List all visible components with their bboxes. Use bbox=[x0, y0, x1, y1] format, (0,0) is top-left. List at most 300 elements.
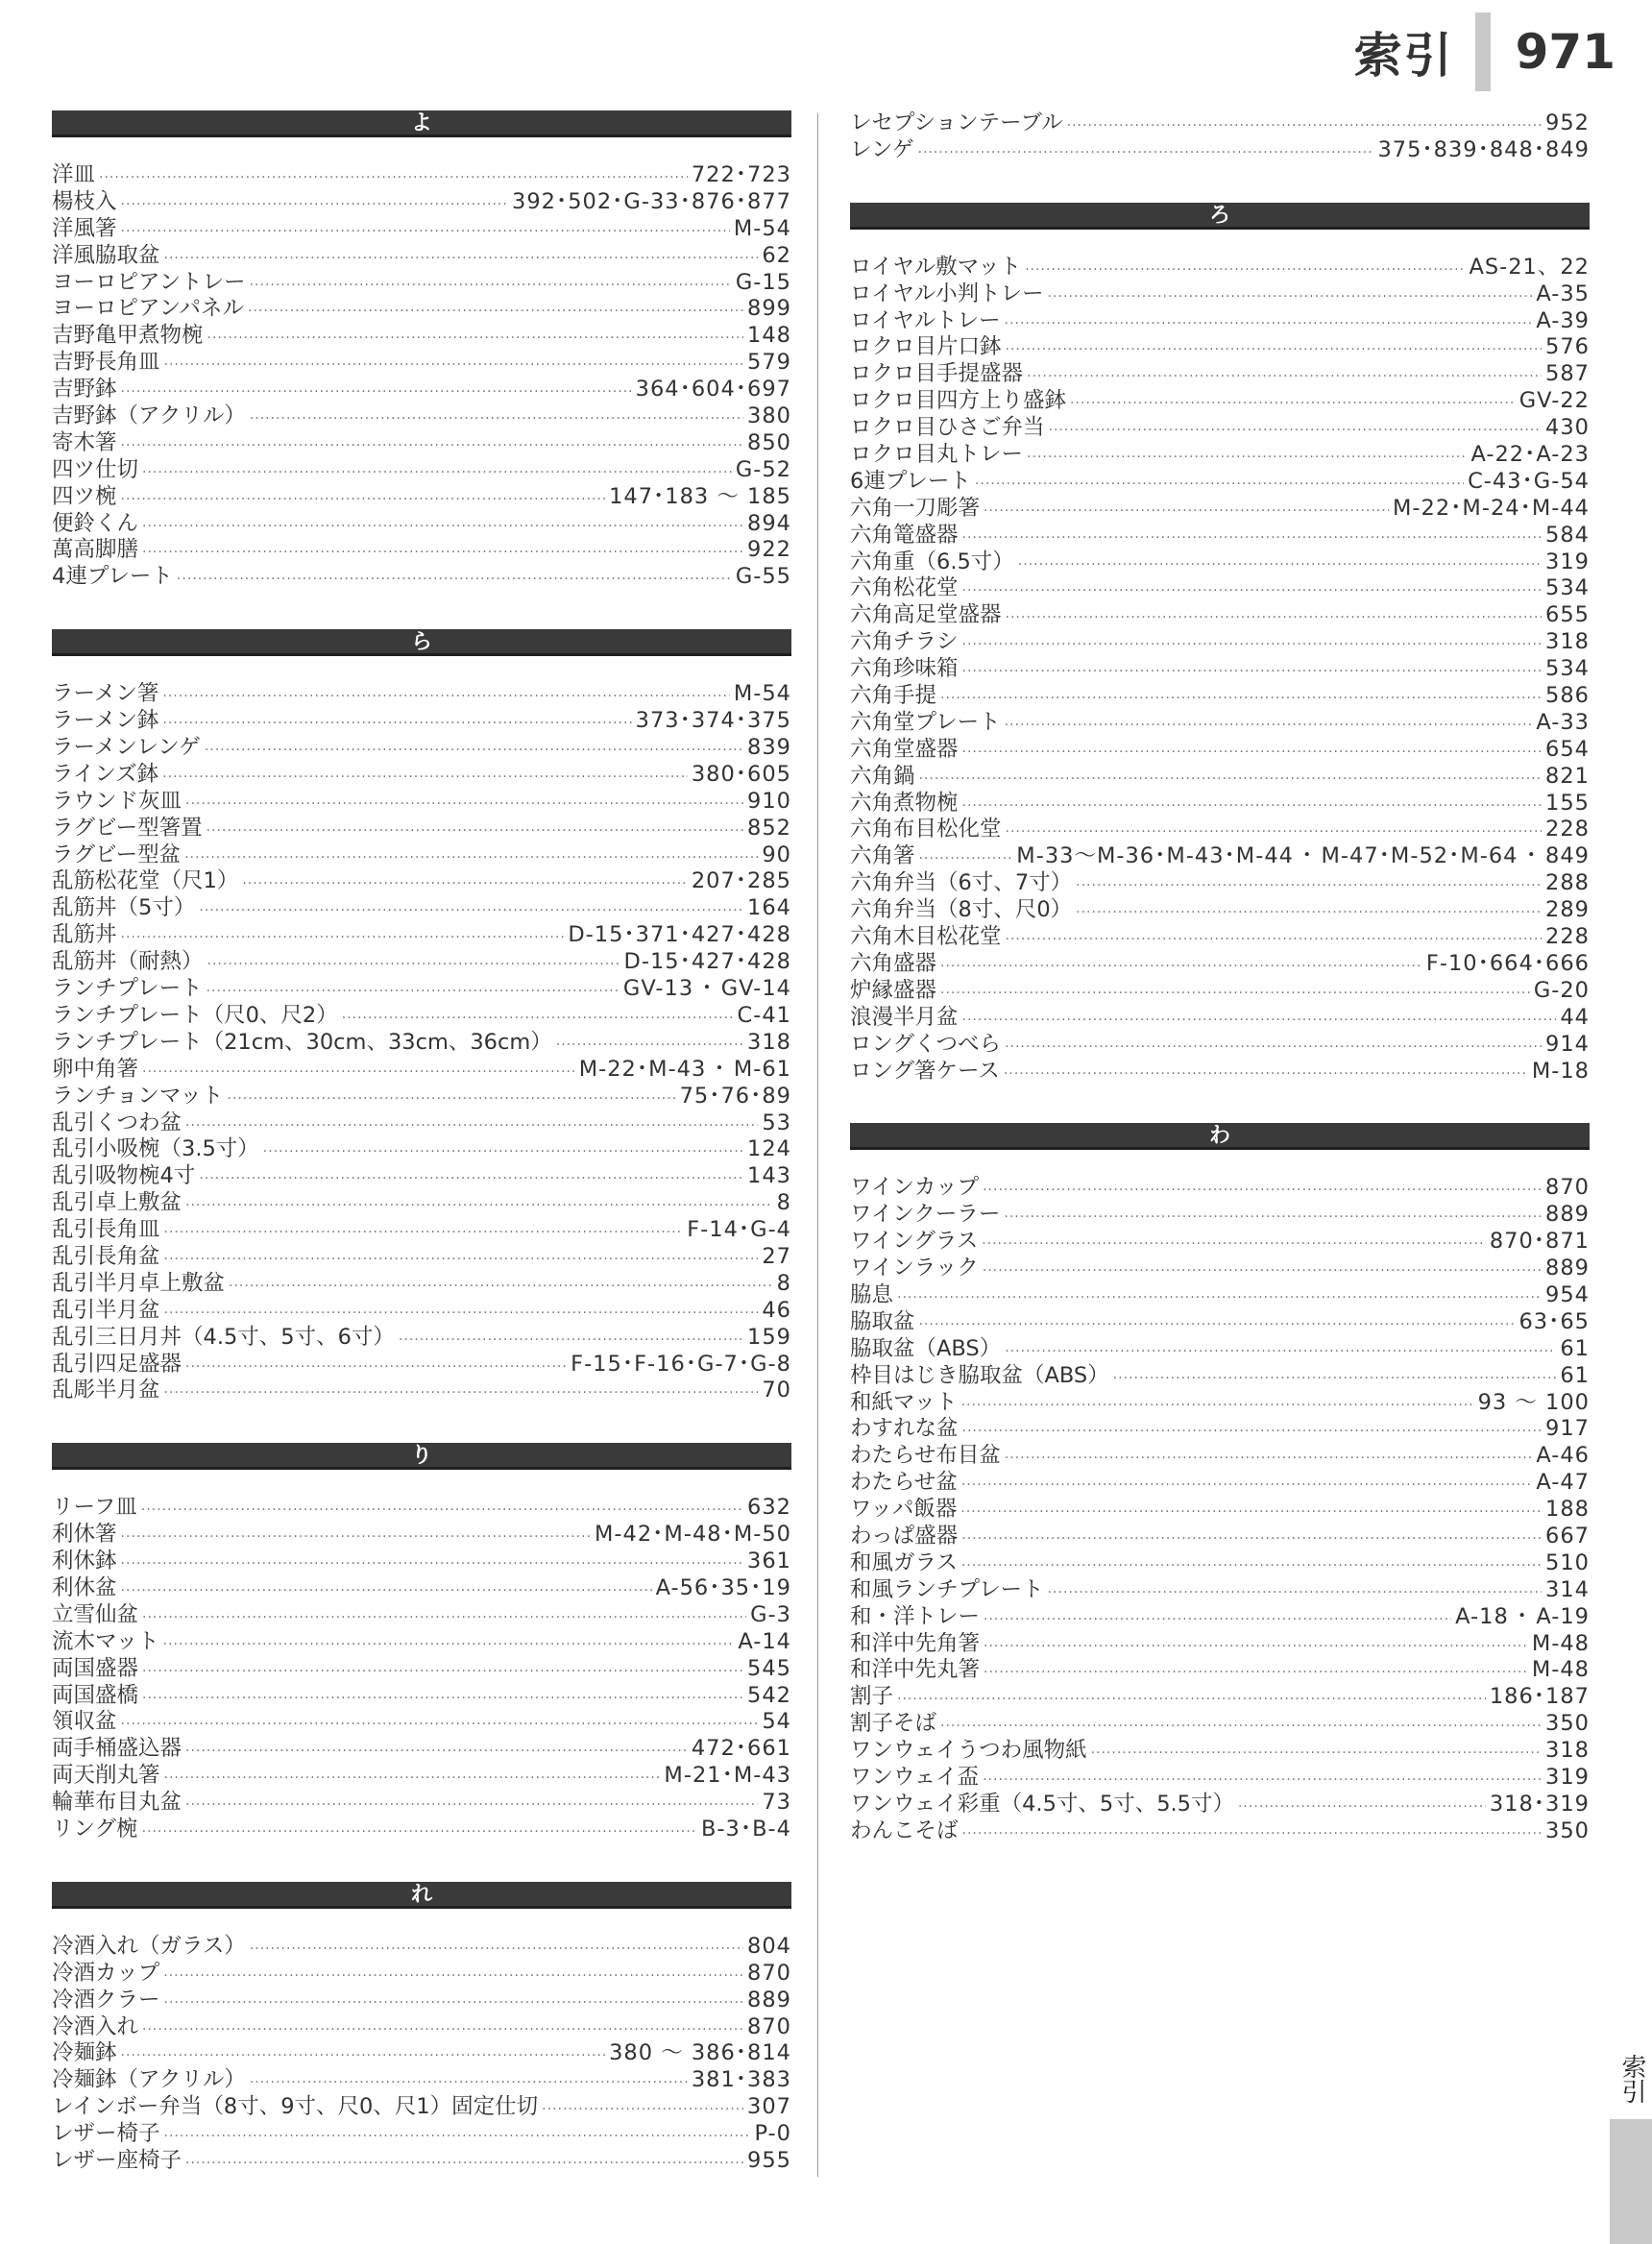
entry-pages: 899 bbox=[747, 296, 791, 322]
entry-pages: 8 bbox=[776, 1190, 791, 1216]
entry-name: 乱引半月卓上敷盆 bbox=[52, 1270, 226, 1296]
entry-name: ロング箸ケース bbox=[850, 1058, 1000, 1084]
entry-name: 四ツ椀 bbox=[52, 483, 117, 509]
index-entry bbox=[850, 1497, 1590, 1524]
dot-leader bbox=[185, 1793, 758, 1819]
index-entry bbox=[52, 681, 791, 708]
entry-pages: 307 bbox=[747, 2094, 791, 2120]
dot-leader bbox=[142, 2017, 743, 2044]
entry-pages: 870･871 bbox=[1489, 1229, 1590, 1255]
entry-pages: 914 bbox=[1545, 1031, 1590, 1057]
entry-name: 冷酒入れ（ガラス） bbox=[52, 1933, 246, 1959]
dot-leader bbox=[141, 1498, 743, 1524]
index-section bbox=[850, 1123, 1590, 1844]
entry-name: レザー椅子 bbox=[52, 2121, 160, 2147]
index-section bbox=[850, 203, 1590, 1085]
dot-leader bbox=[1027, 364, 1542, 391]
dot-leader bbox=[121, 379, 632, 406]
index-entry bbox=[850, 1711, 1590, 1738]
entry-pages: 380 ～ 386･814 bbox=[609, 2040, 791, 2066]
dot-leader bbox=[542, 2097, 743, 2124]
entry-pages: 159 bbox=[747, 1324, 791, 1350]
index-entry bbox=[52, 895, 791, 922]
entry-name: 六角高足堂盛器 bbox=[850, 602, 1002, 628]
index-entry bbox=[850, 1684, 1590, 1711]
dot-leader bbox=[121, 219, 730, 246]
entry-pages: G-15 bbox=[735, 269, 791, 295]
index-entry bbox=[52, 1298, 791, 1325]
entry-name: 脇取盆 bbox=[850, 1308, 915, 1334]
entry-name: 乱引半月盆 bbox=[52, 1297, 160, 1323]
entry-name: ワインラック bbox=[850, 1256, 979, 1281]
dot-leader bbox=[1091, 1741, 1542, 1768]
entry-pages: 288 bbox=[1545, 870, 1590, 896]
index-entry bbox=[52, 484, 791, 511]
entry-pages: 148 bbox=[747, 323, 791, 349]
dot-leader bbox=[1006, 927, 1543, 954]
index-entry bbox=[850, 1363, 1590, 1390]
entry-pages: 53 bbox=[762, 1110, 791, 1135]
entry-name: 乱引くつわ盆 bbox=[52, 1110, 182, 1135]
dot-leader bbox=[185, 792, 743, 818]
dot-leader bbox=[1005, 311, 1533, 338]
entry-name: ランチプレート（尺0、尺2） bbox=[52, 1002, 338, 1028]
entry-pages: GV-22 bbox=[1518, 388, 1590, 414]
dot-leader bbox=[1238, 1794, 1486, 1821]
index-section bbox=[52, 110, 791, 591]
dot-leader bbox=[164, 1301, 759, 1328]
dot-leader bbox=[984, 1607, 1451, 1634]
dot-leader bbox=[940, 981, 1530, 1008]
entry-name: 洋風箸 bbox=[52, 215, 117, 241]
index-entry bbox=[52, 1084, 791, 1110]
dot-leader bbox=[229, 1274, 773, 1301]
index-entry bbox=[52, 2121, 791, 2148]
entry-pages: 44 bbox=[1560, 1004, 1590, 1030]
index-entry bbox=[52, 1110, 791, 1137]
entry-pages: 90 bbox=[762, 842, 791, 867]
entry-pages: 804 bbox=[747, 1933, 791, 1959]
index-entry bbox=[52, 189, 791, 216]
index-entry bbox=[850, 1550, 1590, 1577]
entry-pages: 350 bbox=[1545, 1711, 1590, 1737]
entry-pages: 430 bbox=[1545, 415, 1590, 441]
index-entry bbox=[850, 1309, 1590, 1336]
dot-leader bbox=[99, 165, 688, 192]
entry-name: わすれな盆 bbox=[850, 1416, 959, 1442]
index-entry bbox=[52, 511, 791, 538]
entry-name: レザー座椅子 bbox=[52, 2148, 182, 2173]
entry-name: ランチプレート（21cm、30cm、33cm、36cm） bbox=[52, 1029, 552, 1055]
entry-pages: 632 bbox=[747, 1495, 791, 1521]
dot-leader bbox=[185, 1113, 758, 1140]
index-entry bbox=[52, 1244, 791, 1271]
index-entry bbox=[850, 951, 1590, 978]
index-entry bbox=[52, 1495, 791, 1522]
page-number: 971 bbox=[1515, 24, 1616, 80]
dot-leader bbox=[940, 954, 1422, 981]
entry-name: 利休鉢 bbox=[52, 1549, 117, 1574]
entry-name: 萬高脚膳 bbox=[52, 537, 139, 563]
section-header: り bbox=[52, 1443, 791, 1470]
index-entry bbox=[850, 1256, 1590, 1282]
index-entry bbox=[850, 137, 1590, 164]
entry-pages: A-18 ･ A-19 bbox=[1455, 1603, 1590, 1629]
dot-leader bbox=[121, 1551, 744, 1578]
entry-pages: M-18 bbox=[1531, 1058, 1590, 1084]
entry-name: 脇息 bbox=[850, 1281, 894, 1307]
entry-pages: 870 bbox=[1545, 1175, 1590, 1201]
index-entry bbox=[52, 1057, 791, 1084]
entry-name: 乱筋松花堂（尺1） bbox=[52, 868, 239, 894]
entry-pages: A-47 bbox=[1536, 1470, 1590, 1496]
index-entry bbox=[52, 2094, 791, 2121]
index-entry bbox=[52, 1602, 791, 1629]
entry-name: 六角チラシ bbox=[850, 629, 959, 655]
entry-pages: 188 bbox=[1545, 1497, 1590, 1523]
entry-name: リング椀 bbox=[52, 1816, 138, 1842]
index-entry bbox=[52, 216, 791, 243]
dot-leader bbox=[207, 952, 620, 979]
entry-name: 六角弁当（6寸、7寸） bbox=[850, 870, 1073, 896]
entry-pages: 228 bbox=[1545, 817, 1590, 842]
entry-pages: 870 bbox=[747, 1960, 791, 1986]
dot-leader bbox=[1048, 284, 1533, 311]
index-entry bbox=[850, 549, 1590, 576]
dot-leader bbox=[556, 1033, 743, 1060]
dot-leader bbox=[121, 1712, 759, 1739]
index-entry bbox=[52, 922, 791, 949]
entry-name: 4連プレート bbox=[52, 564, 173, 590]
index-entry bbox=[52, 816, 791, 842]
index-entry bbox=[52, 564, 791, 591]
entry-name: 輪華布目丸盆 bbox=[52, 1790, 182, 1816]
index-entry bbox=[52, 377, 791, 403]
entry-name: 利休箸 bbox=[52, 1522, 117, 1548]
entry-name: ランチョンマット bbox=[52, 1083, 224, 1109]
entry-pages: M-22･M-43 ･ M-61 bbox=[578, 1056, 791, 1082]
dot-leader bbox=[962, 525, 1543, 552]
entry-pages: M-22･M-24･M-44 bbox=[1393, 495, 1590, 521]
dot-leader bbox=[984, 1634, 1528, 1661]
entry-name: 乱引長角盆 bbox=[52, 1243, 160, 1269]
entry-pages: 472･661 bbox=[691, 1736, 791, 1762]
dot-leader bbox=[940, 1714, 1542, 1741]
dot-leader bbox=[121, 192, 509, 219]
side-index-tab[interactable] bbox=[1610, 2046, 1652, 2244]
dot-leader bbox=[142, 540, 743, 567]
index-entry bbox=[850, 1229, 1590, 1256]
dot-leader bbox=[164, 1247, 759, 1274]
entry-name: 六角箸 bbox=[850, 843, 915, 869]
entry-name: 六角珍味箱 bbox=[850, 656, 959, 682]
index-entry bbox=[52, 270, 791, 297]
index-entry bbox=[52, 2067, 791, 2094]
index-entry bbox=[52, 1271, 791, 1298]
index-section bbox=[52, 1882, 791, 2175]
header-divider bbox=[1475, 12, 1491, 91]
entry-name: ラグビー型盆 bbox=[52, 842, 182, 867]
index-entry bbox=[52, 1003, 791, 1030]
dot-leader bbox=[121, 1578, 652, 1605]
dot-leader bbox=[982, 1232, 1486, 1258]
entry-pages: 910 bbox=[747, 788, 791, 814]
entry-pages: 545 bbox=[747, 1655, 791, 1681]
entry-pages: 27 bbox=[762, 1243, 791, 1269]
index-entry bbox=[850, 843, 1590, 870]
dot-leader bbox=[399, 1328, 743, 1354]
dot-leader bbox=[962, 1419, 1543, 1446]
index-entry bbox=[850, 1604, 1590, 1631]
entry-name: 楊枝入 bbox=[52, 188, 117, 214]
entry-name: 六角弁当（8寸、尺0） bbox=[850, 897, 1073, 923]
entry-name: 六角木目松花堂 bbox=[850, 924, 1002, 950]
entry-name: 六角鍋 bbox=[850, 763, 915, 789]
dot-leader bbox=[961, 1473, 1533, 1500]
entry-name: 乱引四足盛器 bbox=[52, 1351, 182, 1377]
dot-leader bbox=[164, 246, 759, 273]
entry-name: 6連プレート bbox=[850, 468, 971, 494]
entry-name: ラーメンレンゲ bbox=[52, 735, 201, 761]
dot-leader bbox=[163, 1632, 735, 1659]
entry-name: ヨーロピアンパネル bbox=[52, 296, 245, 322]
dot-leader bbox=[199, 898, 743, 925]
entry-name: わたらせ盆 bbox=[850, 1470, 958, 1496]
side-tab-label: 索引 bbox=[1617, 2054, 1646, 2104]
entry-pages: 75･76･89 bbox=[679, 1083, 791, 1109]
entry-name: 両国盛橋 bbox=[52, 1682, 139, 1708]
dot-leader bbox=[206, 818, 743, 845]
entry-name: 六角煮物椀 bbox=[850, 790, 959, 816]
entry-name: 吉野鉢 bbox=[52, 377, 117, 402]
index-entry bbox=[850, 656, 1590, 683]
index-entry bbox=[52, 1325, 791, 1352]
entry-name: 吉野鉢（アクリル） bbox=[52, 403, 246, 429]
index-entry bbox=[52, 1136, 791, 1163]
dot-leader bbox=[162, 711, 631, 738]
dot-leader bbox=[207, 326, 744, 353]
entry-name: 乱彫半月盆 bbox=[52, 1378, 160, 1403]
index-column-left bbox=[52, 110, 791, 2213]
entry-pages: 361 bbox=[747, 1549, 791, 1574]
entry-name: 吉野長角皿 bbox=[52, 350, 160, 376]
dot-leader bbox=[121, 433, 744, 460]
entry-pages: A-39 bbox=[1536, 307, 1590, 333]
index-entry bbox=[850, 1175, 1590, 1202]
entry-name: 両天削丸箸 bbox=[52, 1763, 160, 1789]
entry-pages: 655 bbox=[1545, 602, 1590, 628]
index-section bbox=[52, 629, 791, 1404]
dot-leader bbox=[205, 738, 743, 765]
entry-name: 枠目はじき脇取盆（ABS） bbox=[850, 1362, 1109, 1388]
entry-pages: 922 bbox=[747, 537, 791, 563]
index-entry bbox=[52, 537, 791, 564]
entry-name: わたらせ布目盆 bbox=[850, 1443, 1001, 1469]
index-entry bbox=[850, 308, 1590, 335]
dot-leader bbox=[1070, 391, 1516, 418]
entry-name: 乱引長角皿 bbox=[52, 1217, 160, 1243]
index-entry bbox=[850, 1390, 1590, 1417]
entry-pages: 54 bbox=[762, 1709, 791, 1735]
index-entry bbox=[52, 1934, 791, 1961]
entry-name: ロイヤル敷マット bbox=[850, 254, 1022, 280]
entry-name: レセプションテーブル bbox=[850, 110, 1063, 135]
index-section bbox=[52, 1443, 791, 1843]
dot-leader bbox=[164, 1220, 684, 1247]
dot-leader bbox=[1004, 1205, 1542, 1232]
index-column-right bbox=[850, 110, 1590, 1884]
entry-pages: 955 bbox=[747, 2148, 791, 2173]
entry-pages: 147･183 ～ 185 bbox=[609, 483, 791, 509]
dot-leader bbox=[185, 1354, 567, 1381]
entry-pages: B-3･B-4 bbox=[701, 1816, 791, 1842]
dot-leader bbox=[250, 406, 743, 433]
entry-pages: P-0 bbox=[754, 2121, 791, 2147]
index-entry bbox=[52, 2040, 791, 2067]
entry-name: 六角篭盛器 bbox=[850, 522, 959, 548]
entry-name: 寄木箸 bbox=[52, 429, 117, 455]
index-entry bbox=[850, 1443, 1590, 1470]
index-entry bbox=[850, 334, 1590, 361]
entry-name: ロクロ目手提盛器 bbox=[850, 361, 1024, 387]
dot-leader bbox=[185, 1193, 773, 1220]
index-entry bbox=[850, 1765, 1590, 1792]
entry-pages: 510 bbox=[1545, 1549, 1590, 1575]
dot-leader bbox=[984, 499, 1389, 525]
entry-name: レインボー弁当（8寸、9寸、尺0、尺1）固定仕切 bbox=[52, 2094, 539, 2120]
entry-pages: G-52 bbox=[735, 456, 791, 482]
entry-name: 両国盛器 bbox=[52, 1655, 139, 1681]
entry-name: ラグビー型箸置 bbox=[52, 815, 203, 841]
entry-pages: D-15･371･427･428 bbox=[568, 922, 791, 948]
index-entry bbox=[850, 1005, 1590, 1032]
entry-name: 四ツ仕切 bbox=[52, 456, 139, 482]
entry-pages: M-42･M-48･M-50 bbox=[595, 1522, 791, 1548]
index-section bbox=[850, 110, 1590, 164]
entry-pages: 46 bbox=[762, 1297, 791, 1323]
entry-pages: 722･723 bbox=[691, 162, 791, 187]
entry-pages: A-33 bbox=[1536, 709, 1590, 735]
dot-leader bbox=[961, 1526, 1542, 1553]
dot-leader bbox=[162, 765, 688, 792]
dot-leader bbox=[142, 460, 732, 487]
page-title: 索引 bbox=[1353, 27, 1454, 84]
entry-pages: 143 bbox=[747, 1163, 791, 1189]
dot-leader bbox=[250, 273, 732, 300]
entry-pages: C-43･G-54 bbox=[1468, 468, 1590, 494]
index-entry bbox=[850, 629, 1590, 656]
dot-leader bbox=[1076, 873, 1542, 900]
entry-name: 洋風脇取盆 bbox=[52, 242, 160, 268]
index-entry bbox=[850, 496, 1590, 523]
index-entry bbox=[850, 361, 1590, 388]
dot-leader bbox=[918, 140, 1374, 167]
entry-name: ロクロ目丸トレー bbox=[850, 442, 1024, 468]
entry-pages: G-55 bbox=[735, 564, 791, 590]
entry-pages: 380 bbox=[747, 403, 791, 429]
entry-name: 乱筋丼（耐熱） bbox=[52, 949, 204, 975]
dot-leader bbox=[1005, 1339, 1556, 1366]
entry-name: 和・洋トレー bbox=[850, 1603, 981, 1629]
entry-name: 六角布目松化堂 bbox=[850, 817, 1002, 842]
entry-name: ラーメン鉢 bbox=[52, 708, 159, 734]
entry-pages: 318･319 bbox=[1489, 1791, 1590, 1817]
entry-name: 六角松花堂 bbox=[850, 575, 959, 601]
entry-pages: C-41 bbox=[737, 1002, 791, 1028]
entry-pages: 8 bbox=[776, 1270, 791, 1296]
index-entry bbox=[52, 430, 791, 457]
index-entry bbox=[52, 1522, 791, 1549]
dot-leader bbox=[962, 578, 1543, 605]
entry-pages: 164 bbox=[747, 895, 791, 921]
entry-name: 吉野亀甲煮物椀 bbox=[52, 323, 204, 349]
index-entry bbox=[52, 1629, 791, 1656]
dot-leader bbox=[142, 1605, 746, 1632]
entry-pages: 889 bbox=[1545, 1256, 1590, 1281]
index-entry bbox=[850, 1416, 1590, 1443]
dot-leader bbox=[1027, 445, 1467, 472]
dot-leader bbox=[983, 1178, 1542, 1205]
index-entry bbox=[850, 388, 1590, 415]
entry-name: 冷酒カップ bbox=[52, 1960, 160, 1986]
entry-name: ロイヤル小判トレー bbox=[850, 280, 1044, 306]
dot-leader bbox=[919, 1312, 1516, 1339]
index-entry bbox=[52, 243, 791, 270]
entry-pages: 654 bbox=[1545, 736, 1590, 762]
entry-name: ワンウェイ彩重（4.5寸、5寸、5.5寸） bbox=[850, 1791, 1234, 1817]
entry-name: 両手桶盛込器 bbox=[52, 1736, 182, 1762]
dot-leader bbox=[960, 1500, 1542, 1526]
dot-leader bbox=[227, 1086, 675, 1113]
index-entry bbox=[52, 162, 791, 189]
entry-pages: 364･604･697 bbox=[635, 377, 791, 402]
entry-pages: 534 bbox=[1545, 575, 1590, 601]
dot-leader bbox=[1006, 337, 1543, 364]
dot-leader bbox=[177, 567, 732, 594]
entry-name: ワイングラス bbox=[850, 1229, 979, 1255]
entry-name: ワインカップ bbox=[850, 1175, 980, 1201]
index-entry bbox=[52, 762, 791, 789]
entry-pages: A-14 bbox=[738, 1628, 791, 1654]
entry-name: ワンウェイうつわ風物紙 bbox=[850, 1738, 1087, 1764]
entry-pages: GV-13 ･ GV-14 bbox=[622, 976, 791, 1002]
entry-pages: M-54 bbox=[733, 215, 791, 241]
entry-pages: 870 bbox=[747, 2013, 791, 2039]
entry-pages: 894 bbox=[747, 510, 791, 536]
index-entry bbox=[850, 1631, 1590, 1658]
dot-leader bbox=[121, 487, 606, 514]
entry-name: リーフ皿 bbox=[52, 1495, 137, 1521]
index-entry bbox=[850, 469, 1590, 496]
entry-pages: F-14･G-4 bbox=[687, 1217, 791, 1243]
entry-pages: 392･502･G-33･876･877 bbox=[512, 188, 791, 214]
entry-name: 炉縁盛器 bbox=[850, 977, 937, 1003]
entry-pages: 63･65 bbox=[1518, 1308, 1590, 1334]
dot-leader bbox=[962, 793, 1543, 820]
entry-name: ワインクーラー bbox=[850, 1202, 1001, 1228]
index-entry bbox=[850, 281, 1590, 308]
entry-pages: 534 bbox=[1545, 656, 1590, 682]
section-header: ら bbox=[52, 629, 791, 656]
dot-leader bbox=[185, 1739, 688, 1766]
entry-pages: 381･383 bbox=[691, 2067, 791, 2093]
entry-name: ラインズ鉢 bbox=[52, 761, 159, 787]
dot-leader bbox=[342, 1006, 734, 1033]
entry-name: ワッパ飯器 bbox=[850, 1497, 958, 1523]
entry-name: 和洋中先丸箸 bbox=[850, 1657, 981, 1683]
dot-leader bbox=[1005, 713, 1533, 740]
index-entry bbox=[850, 575, 1590, 602]
